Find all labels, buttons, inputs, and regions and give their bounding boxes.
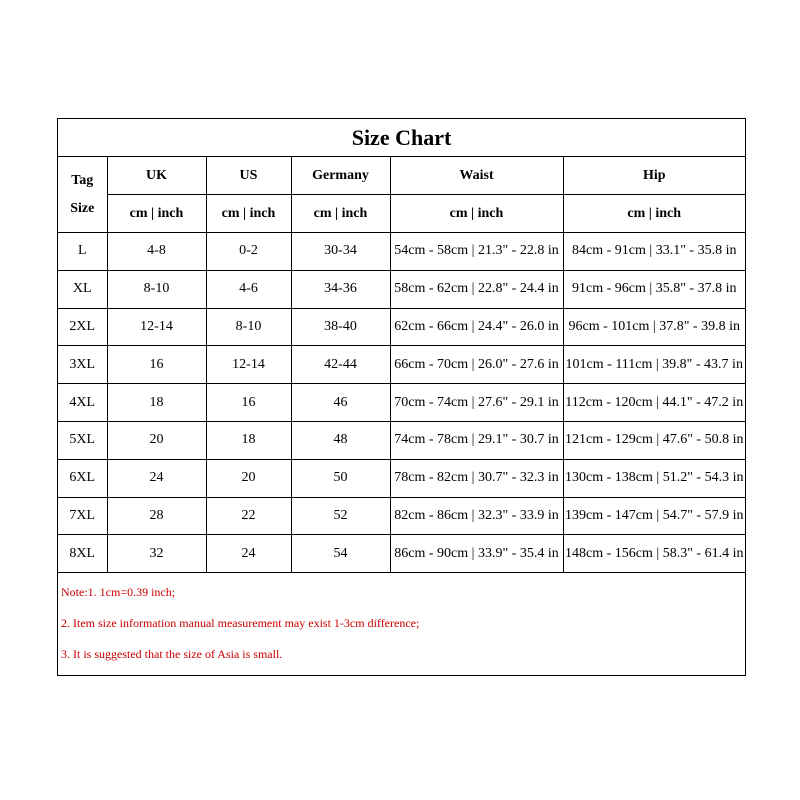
tag-size-cell: 2XL xyxy=(58,308,107,346)
notes-section xyxy=(58,577,745,670)
waist-cell: 62cm - 66cm | 24.4" - 26.0 in xyxy=(390,308,563,346)
note-line: 3. It is suggested that the size of Asia is small. xyxy=(61,647,283,662)
hip-cell: 130cm - 138cm | 51.2" - 54.3 in xyxy=(563,459,745,497)
uk-cell: 16 xyxy=(107,346,206,384)
table-row xyxy=(58,459,745,497)
table-row xyxy=(58,384,745,422)
hip-cell: 101cm - 111cm | 39.8" - 43.7 in xyxy=(563,346,745,384)
table-row xyxy=(58,535,745,573)
size-chart xyxy=(57,118,746,676)
tag-size-cell: 8XL xyxy=(58,535,107,573)
hip-cell: 96cm - 101cm | 37.8" - 39.8 in xyxy=(563,308,745,346)
germany-cell: 30-34 xyxy=(291,233,390,271)
us-cell: 24 xyxy=(206,535,291,573)
germany-units: cm | inch xyxy=(291,195,390,233)
table-row xyxy=(58,233,745,271)
tag-size-cell: XL xyxy=(58,270,107,308)
waist-units: cm | inch xyxy=(390,195,563,233)
waist-cell: 66cm - 70cm | 26.0" - 27.6 in xyxy=(390,346,563,384)
header-row xyxy=(58,157,745,195)
size-table xyxy=(58,157,745,573)
germany-cell: 34-36 xyxy=(291,270,390,308)
table-row xyxy=(58,497,745,535)
tag-size-cell: 7XL xyxy=(58,497,107,535)
uk-cell: 32 xyxy=(107,535,206,573)
uk-cell: 8-10 xyxy=(107,270,206,308)
size-table-body xyxy=(58,157,745,573)
tag-size-cell: 5XL xyxy=(58,421,107,459)
tag-label: Tag xyxy=(71,172,94,188)
hip-cell: 84cm - 91cm | 33.1" - 35.8 in xyxy=(563,233,745,271)
us-cell: 4-6 xyxy=(206,270,291,308)
us-cell: 12-14 xyxy=(206,346,291,384)
waist-cell: 54cm - 58cm | 21.3" - 22.8 in xyxy=(390,233,563,271)
table-row xyxy=(58,270,745,308)
hip-units: cm | inch xyxy=(563,195,745,233)
chart-title: Size Chart xyxy=(58,119,745,157)
us-cell: 8-10 xyxy=(206,308,291,346)
us-header: US xyxy=(206,157,291,195)
waist-cell: 82cm - 86cm | 32.3" - 33.9 in xyxy=(390,497,563,535)
us-cell: 0-2 xyxy=(206,233,291,271)
tag-size-cell: 4XL xyxy=(58,384,107,422)
waist-cell: 78cm - 82cm | 30.7" - 32.3 in xyxy=(390,459,563,497)
hip-cell: 112cm - 120cm | 44.1" - 47.2 in xyxy=(563,384,745,422)
uk-cell: 18 xyxy=(107,384,206,422)
table-row xyxy=(58,421,745,459)
units-row xyxy=(58,195,745,233)
germany-header: Germany xyxy=(291,157,390,195)
tag-size-cell: L xyxy=(58,233,107,271)
hip-cell: 148cm - 156cm | 58.3" - 61.4 in xyxy=(563,535,745,573)
tag-size-header xyxy=(58,157,107,233)
germany-cell: 46 xyxy=(291,384,390,422)
germany-cell: 54 xyxy=(291,535,390,573)
germany-cell: 50 xyxy=(291,459,390,497)
waist-cell: 74cm - 78cm | 29.1" - 30.7 in xyxy=(390,421,563,459)
table-row xyxy=(58,346,745,384)
uk-cell: 4-8 xyxy=(107,233,206,271)
us-cell: 22 xyxy=(206,497,291,535)
table-row xyxy=(58,308,745,346)
germany-cell: 48 xyxy=(291,421,390,459)
uk-header: UK xyxy=(107,157,206,195)
size-label: Size xyxy=(70,200,95,216)
germany-cell: 38-40 xyxy=(291,308,390,346)
waist-cell: 58cm - 62cm | 22.8" - 24.4 in xyxy=(390,270,563,308)
tag-size-cell: 3XL xyxy=(58,346,107,384)
hip-header: Hip xyxy=(563,157,745,195)
waist-header: Waist xyxy=(390,157,563,195)
waist-cell: 70cm - 74cm | 27.6" - 29.1 in xyxy=(390,384,563,422)
note-line: Note:1. 1cm=0.39 inch; xyxy=(61,585,176,600)
germany-cell: 52 xyxy=(291,497,390,535)
uk-cell: 20 xyxy=(107,421,206,459)
uk-units: cm | inch xyxy=(107,195,206,233)
hip-cell: 121cm - 129cm | 47.6" - 50.8 in xyxy=(563,421,745,459)
hip-cell: 139cm - 147cm | 54.7" - 57.9 in xyxy=(563,497,745,535)
us-cell: 16 xyxy=(206,384,291,422)
note-line: 2. Item size information manual measurement may exist 1-3cm difference; xyxy=(61,616,420,631)
us-cell: 18 xyxy=(206,421,291,459)
uk-cell: 12-14 xyxy=(107,308,206,346)
germany-cell: 42-44 xyxy=(291,346,390,384)
us-units: cm | inch xyxy=(206,195,291,233)
uk-cell: 24 xyxy=(107,459,206,497)
us-cell: 20 xyxy=(206,459,291,497)
uk-cell: 28 xyxy=(107,497,206,535)
waist-cell: 86cm - 90cm | 33.9" - 35.4 in xyxy=(390,535,563,573)
tag-size-cell: 6XL xyxy=(58,459,107,497)
hip-cell: 91cm - 96cm | 35.8" - 37.8 in xyxy=(563,270,745,308)
